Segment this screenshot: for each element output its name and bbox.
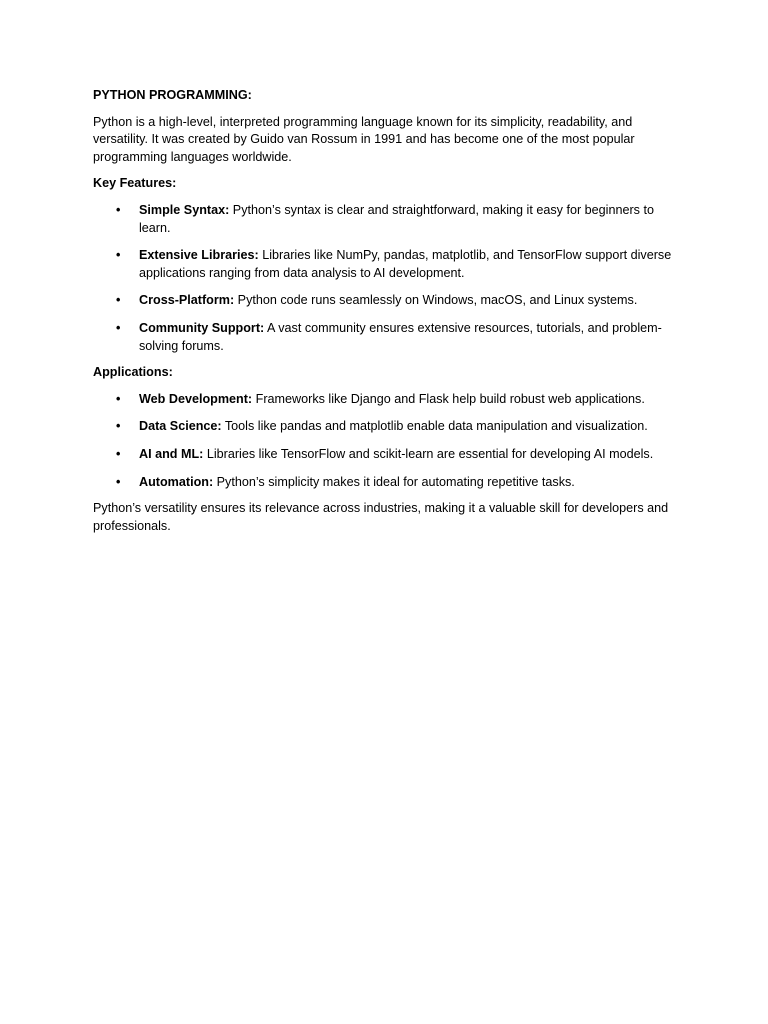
intro-paragraph: Python is a high-level, interpreted programming language known for its simplicity, readability, and versatility. It was created by Guido van Rossum in 1991 and has become one of the most popular programming languages worldwide.: [93, 114, 635, 164]
list-item: [93, 247, 677, 282]
bullet-icon: •: [116, 320, 121, 335]
list-item: [93, 202, 677, 237]
bullet-icon: •: [116, 419, 121, 434]
application-text: Libraries like TensorFlow and scikit-learn are essential for developing AI models.: [203, 446, 654, 461]
list-item: [93, 474, 677, 492]
applications-heading: Applications:: [93, 365, 173, 380]
list-item: [93, 446, 677, 464]
list-item: [93, 391, 677, 409]
list-item: [93, 418, 677, 436]
conclusion-paragraph: Python’s versatility ensures its relevance across industries, making it a valuable skill for developers and professionals.: [93, 501, 669, 533]
application-term: Data Science:: [139, 419, 222, 434]
feature-term: Extensive Libraries:: [139, 248, 259, 263]
application-term: Automation:: [139, 474, 214, 489]
document-body: [93, 87, 677, 544]
bullet-icon: •: [116, 391, 121, 406]
key-features-heading: Key Features:: [93, 176, 177, 191]
list-item: [93, 320, 677, 355]
bullet-icon: •: [116, 293, 121, 308]
bullet-icon: •: [116, 202, 121, 217]
feature-term: Cross-Platform:: [139, 293, 235, 308]
list-item: [93, 292, 677, 310]
application-term: AI and ML:: [139, 446, 204, 461]
application-text: Python’s simplicity makes it ideal for automating repetitive tasks.: [213, 474, 575, 489]
feature-term: Community Support:: [139, 320, 265, 335]
document-title: PYTHON PROGRAMMING:: [93, 88, 252, 102]
application-text: Tools like pandas and matplotlib enable data manipulation and visualization.: [221, 419, 648, 434]
feature-text: Python code runs seamlessly on Windows, macOS, and Linux systems.: [234, 293, 638, 308]
feature-text: Python’s syntax is clear and straightforward, making it easy for beginners to learn.: [139, 202, 654, 235]
bullet-icon: •: [116, 248, 121, 263]
key-features-list: [93, 202, 677, 355]
application-term: Web Development:: [139, 391, 253, 406]
bullet-icon: •: [116, 446, 121, 461]
applications-list: [93, 391, 677, 491]
application-text: Frameworks like Django and Flask help build robust web applications.: [252, 391, 645, 406]
bullet-icon: •: [116, 474, 121, 489]
feature-text: Libraries like NumPy, pandas, matplotlib, and TensorFlow support diverse applications ranging from data analysis to AI development.: [139, 248, 672, 280]
feature-text: A vast community ensures extensive resources, tutorials, and problem-solving forums.: [139, 320, 662, 353]
feature-term: Simple Syntax:: [139, 202, 230, 217]
